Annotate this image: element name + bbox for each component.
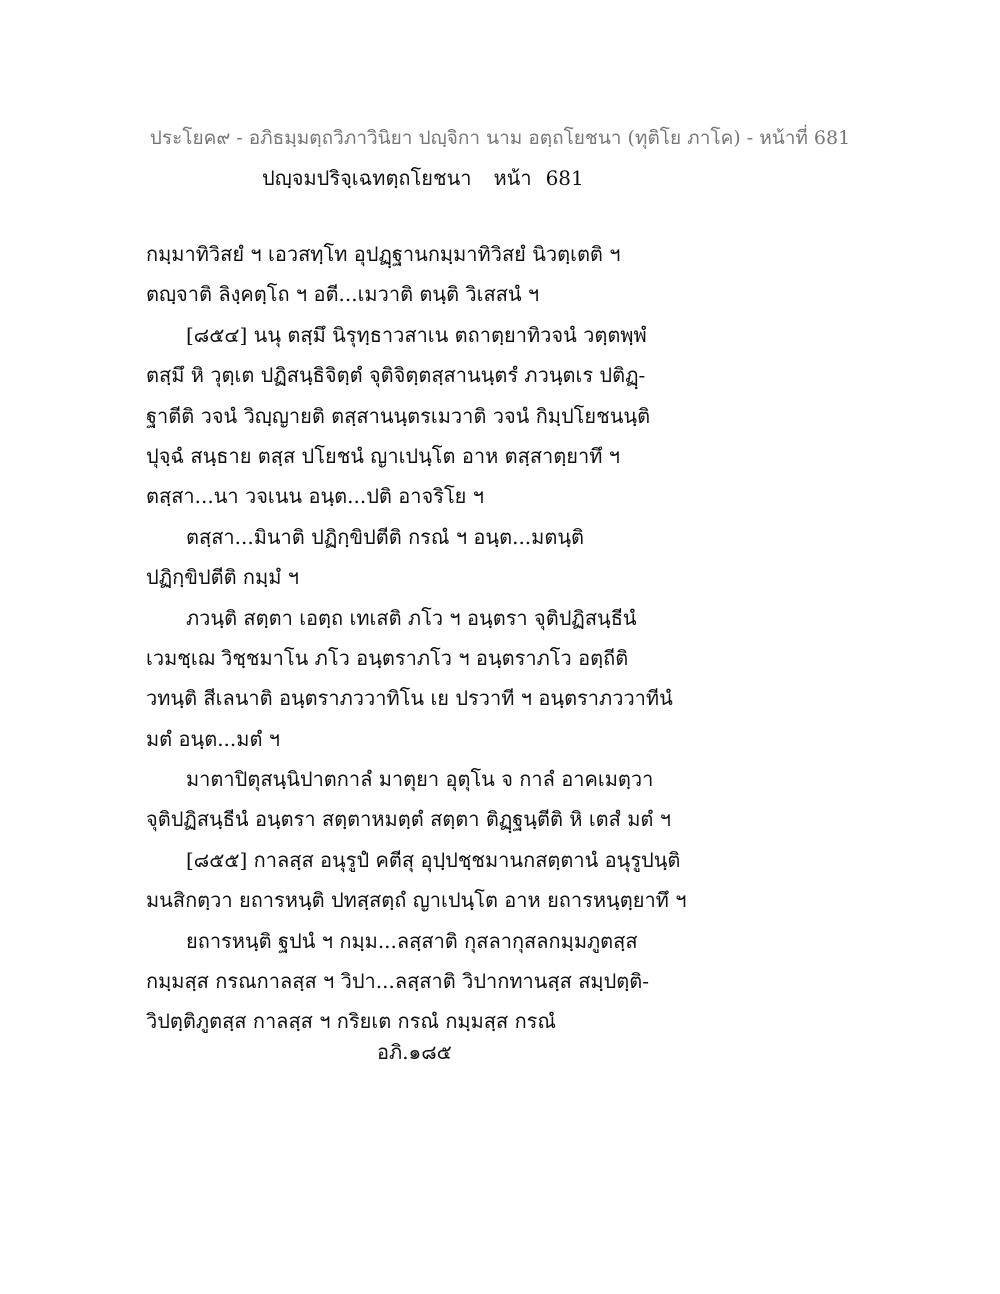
text-line: ตสฺสา...มินาติ ปฏิกฺขิปตีติ กรณํ ฯ อนฺต...มตนฺติ bbox=[186, 524, 584, 549]
text-line: กมฺมสฺส กรณกาลสฺส ฯ วิปา...ลสฺสาติ วิปากทานสฺส สมฺปตฺติ- bbox=[146, 969, 650, 994]
section-title: ปญฺจมปริจฺเฉทตฺถโยชนา bbox=[262, 166, 472, 190]
text-line: มนสิกตฺวา ยถารหนฺติ ปทสฺสตฺถํ ญาเปนฺโต อาห ยถารหนฺตฺยาทึ ฯ bbox=[146, 888, 687, 913]
text-line: เวมชฺเฌ วิชฺชมาโน ภโว อนฺตราภโว ฯ อนฺตราภโว อตฺถีติ bbox=[146, 645, 629, 670]
section-heading bbox=[262, 162, 584, 194]
page-label: หน้า bbox=[493, 166, 532, 190]
page-number: 681 bbox=[545, 166, 584, 190]
text-line: [๘๕๔] นนุ ตสฺมึ นิรุทฺธาวสาเน ตถาตฺยาทิวจนํ วตฺตพฺพํ bbox=[186, 322, 647, 347]
text-line: ภวนฺติ สตฺตา เอตฺถ เทเสติ ภโว ฯ อนฺตรา จุติปฏิสนฺธีนํ bbox=[186, 605, 637, 630]
text-line: วทนฺติ สีเลนาติ อนฺตราภววาทิโน เย ปรวาที ฯ อนฺตราภววาทีนํ bbox=[146, 686, 673, 711]
text-line: มาตาปิตุสนฺนิปาตกาลํ มาตุยา อุตุโน จ กาลํ อาคเมตฺวา bbox=[186, 767, 654, 792]
text-line: มตํ อนฺต...มตํ ฯ bbox=[146, 726, 281, 751]
body-text bbox=[146, 234, 866, 1042]
text-line: กมฺมาทิวิสยํ ฯ เอวสทฺโท อุปฏฺฐานกมฺมาทิวิสยํ นิวตฺเตติ ฯ bbox=[146, 242, 621, 266]
text-line: ตสฺมึ หิ วุตฺเต ปฏิสนฺธิจิตฺตํ จุติจิตฺตสฺสานนฺตรํ ภวนฺตเร ปติฏฺ- bbox=[146, 363, 646, 388]
text-line: วิปตฺติภูตสฺส กาลสฺส ฯ กริยเต กรณํ กมฺมสฺส กรณํ bbox=[146, 1009, 556, 1034]
text-line: จุติปฏิสนฺธีนํ อนฺตรา สตฺตาหมตฺตํ สตฺตา ติฏฺฐนฺตีติ หิ เตสํ มตํ ฯ bbox=[146, 807, 671, 832]
text-line: ฐาตีติ วจนํ วิญฺญายติ ตสฺสานนฺตรเมวาติ วจนํ กิมฺปโยชนนฺติ bbox=[146, 403, 651, 428]
text-line: [๘๕๕] กาลสฺส อนุรูปํ คตีสุ อุปฺปชฺชมานกสตฺตานํ อนุรูปนฺติ bbox=[186, 847, 681, 872]
text-line: ปุจฺฉํ สนฺธาย ตสฺส ปโยชนํ ญาเปนฺโต อาห ตสฺสาตฺยาทึ ฯ bbox=[146, 443, 620, 468]
text-line: ตญฺจาติ ลิงฺคตฺโถ ฯ อตี...เมวาติ ตนฺติ วิเสสนํ ฯ bbox=[146, 282, 540, 307]
text-line: ยถารหนฺติ ฐปนํ ฯ กมฺม...ลสฺสาติ กุสลากุสลกมฺมภูตสฺส bbox=[186, 928, 638, 953]
text-line: ปฏิกฺขิปตีติ กมฺมํ ฯ bbox=[146, 565, 299, 590]
text-line: ตสฺสา...นา วจเนน อนฺต...ปติ อาจริโย ฯ bbox=[146, 484, 484, 509]
page-footer-mark: อภิ.๑๘๕ bbox=[377, 1040, 452, 1064]
running-header: ประโยค๙ - อภิธมฺมตฺถวิภาวินิยา ปญฺจิกา นาม อตฺถโยชนา (ทุติโย ภาโค) - หน้าที่ 681 bbox=[149, 127, 851, 149]
